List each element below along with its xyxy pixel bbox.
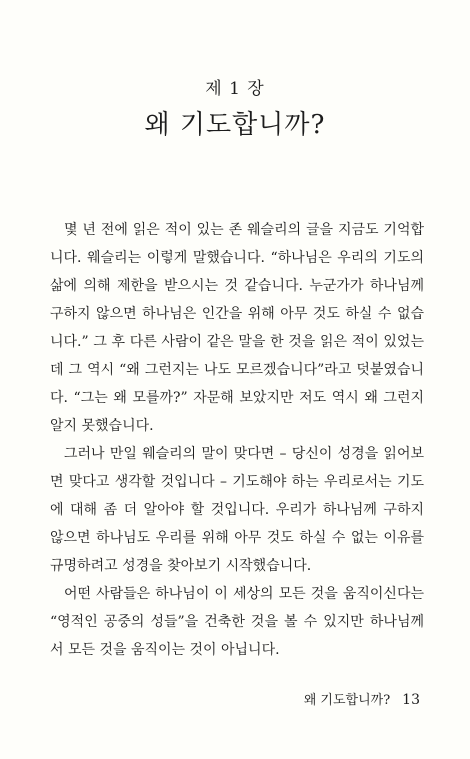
text-line: 에 대해 좀 더 알아야 할 것입니다. 우리가 하나님께 구하지 — [50, 502, 424, 518]
text-line: 몇 년 전에 읽은 적이 있는 존 웨슬리의 글을 지금도 기억합 — [64, 222, 424, 238]
text-line: 규명하려고 성경을 찾아보기 시작했습니다. — [50, 558, 312, 574]
text-line: 구하지 않으면 하나님은 인간을 위해 아무 것도 하실 수 없습 — [50, 306, 424, 322]
text-line: 어떤 사람들은 하나님이 이 세상의 모든 것을 움직이신다는 — [64, 586, 424, 602]
text-line: 그러나 만일 웨슬리의 말이 맞다면 – 당신이 성경을 읽어보 — [64, 446, 424, 462]
text-line: 니다.” 그 후 다른 사람이 같은 말을 한 것을 읽은 적이 있었는 — [50, 334, 424, 350]
chapter-title: 왜 기도합니까? — [144, 110, 326, 140]
page-number: 13 — [402, 692, 420, 708]
body-text — [50, 216, 424, 664]
text-line: 다. “그는 왜 모를까?” 자문해 보았지만 저도 역시 왜 그런지 — [50, 390, 424, 406]
text-line: 데 그 역시 “왜 그런지는 나도 모르겠습니다”라고 덧붙였습니 — [50, 362, 424, 378]
running-head — [304, 689, 420, 708]
text-line: 않으면 하나님도 우리를 위해 아무 것도 하실 수 없는 이유를 — [50, 530, 424, 546]
chapter-label: 제 1 장 — [205, 79, 265, 99]
text-line: 면 맞다고 생각할 것입니다 – 기도해야 하는 우리로서는 기도 — [50, 474, 424, 490]
text-line: 알지 못했습니다. — [50, 418, 154, 434]
text-line: “영적인 공중의 성들”을 건축한 것을 볼 수 있지만 하나님께 — [50, 614, 424, 630]
text-line: 서 모든 것을 움직이는 것이 아닙니다. — [50, 642, 280, 658]
text-line: 니다. 웨슬리는 이렇게 말했습니다. “하나님은 우리의 기도의 — [50, 250, 424, 266]
text-line: 삶에 의해 제한을 받으시는 것 같습니다. 누군가가 하나님께 — [50, 278, 424, 294]
running-head-title: 왜 기도합니까? — [303, 693, 391, 708]
